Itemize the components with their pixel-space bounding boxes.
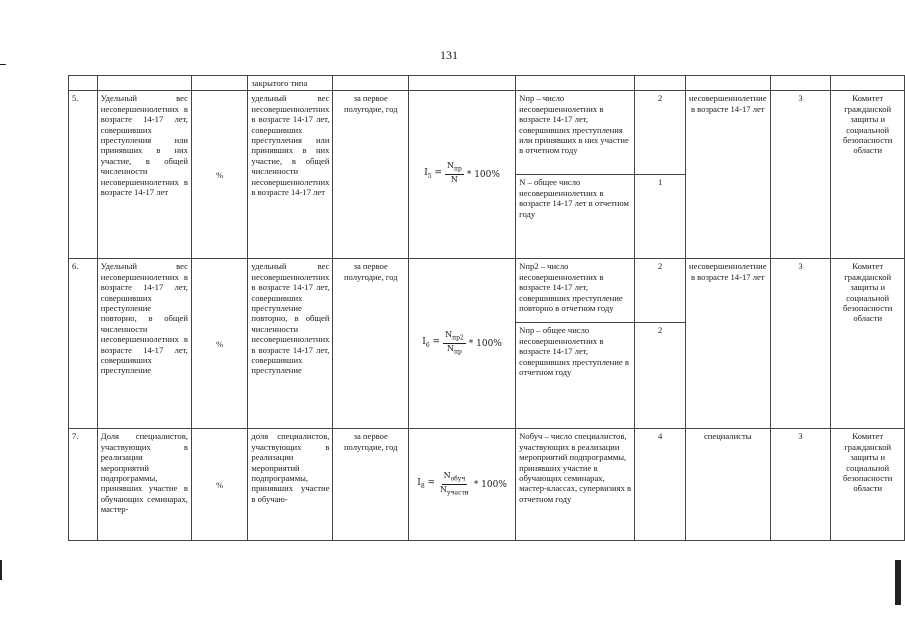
responsible-cell: Комитет гражданской защиты и социальной безопасности области — [831, 259, 905, 429]
responsible-cell: Комитет гражданской защиты и социальной безопасности области — [831, 429, 905, 541]
unit-cell: % — [191, 259, 247, 429]
indicator-name: Удельный вес несовершеннолетних в возрасте 14-17 лет, совершивших преступление повторно, в общей численности несовершеннолетних в возрасте 14-17 лет, совершивших преступление — [97, 259, 191, 429]
table-row — [69, 91, 905, 175]
variable-description: Nпр – общее число несовершеннолетних в возрасте 14-17 лет, совершивших преступление в отчетном году — [516, 323, 635, 429]
code-cell: 3 — [770, 259, 831, 429]
formula: $I_6$ = $\frac{N_{пр2}}{N_{пр}}$ * 100% — [422, 329, 502, 356]
row-number: 7. — [69, 429, 98, 541]
period-cell: за первое полугодие, год — [333, 259, 409, 429]
period-cell: за первое полугодие, год — [333, 91, 409, 259]
observation-unit: специалисты — [685, 429, 770, 541]
type-cell: закрытого типа — [248, 76, 333, 91]
observation-unit: несовершеннолетние в возрасте 14-17 лет — [685, 91, 770, 259]
period-cell: за первое полугодие, год — [333, 429, 409, 541]
scan-edge-mark-right — [895, 560, 901, 605]
indicator-table — [68, 75, 905, 541]
table-row — [69, 76, 905, 91]
scan-edge-mark-left-bottom — [0, 560, 2, 580]
code-cell: 3 — [770, 429, 831, 541]
indicator-name: Доля специалистов, участвующих в реализации мероприятий подпрограммы, принявших участие в обучающих семинарах, мастер- — [97, 429, 191, 541]
observation-unit: несовершеннолетние в возрасте 14-17 лет — [685, 259, 770, 429]
variable-code: 4 — [635, 429, 686, 541]
indicator-name: Удельный вес несовершеннолетних в возрасте 14-17 лет, совершивших преступления или принявших в них участие, в общей численности несовершеннолетних в возрасте 14-17 лет — [97, 91, 191, 259]
variable-code: 2 — [635, 323, 686, 429]
formula: $I_8$ = $\frac{N_{обуч}}{N_{участн}}$ * 100% — [417, 470, 507, 497]
formula-cell — [409, 429, 516, 541]
unit-cell: % — [191, 429, 247, 541]
variable-description: Nобуч – число специалистов, участвующих в реализации мероприятий подпрограммы, принявших участие в обучающих семинарах, мастер-классах, супервизиях в отчетном году — [516, 429, 635, 541]
table-row — [69, 259, 905, 323]
variable-code: 2 — [635, 259, 686, 323]
definition-cell: доля специалистов, участвующих в реализации мероприятий подпрограммы, принявших участие в обучаю- — [248, 429, 333, 541]
row-number: 5. — [69, 91, 98, 259]
formula: $I_5$ = $\frac{N_{пр}}{N}$ * 100% — [424, 160, 500, 185]
formula-cell — [409, 259, 516, 429]
variable-code: 2 — [635, 91, 686, 175]
unit-cell: % — [191, 91, 247, 259]
responsible-cell: Комитет гражданской защиты и социальной безопасности области — [831, 91, 905, 259]
code-cell: 3 — [770, 91, 831, 259]
row-number: 6. — [69, 259, 98, 429]
page-number: 131 — [440, 48, 458, 62]
definition-cell: удельный вес несовершеннолетних в возрасте 14-17 лет, совершивших преступление повторно, в общей численности несовершеннолетних в возрасте 14-17 лет, совершивших преступление — [248, 259, 333, 429]
table-row — [69, 429, 905, 541]
variable-description: Nпр – число несовершеннолетних в возрасте 14-17 лет, совершивших преступления или принявших в них участие в отчетном году — [516, 91, 635, 175]
scan-edge-mark-left — [0, 64, 6, 65]
variable-description: N – общее число несовершеннолетних в возрасте 14-17 лет в отчетном году — [516, 175, 635, 259]
variable-code: 1 — [635, 175, 686, 259]
formula-cell — [409, 91, 516, 259]
definition-cell: удельный вес несовершеннолетних в возрасте 14-17 лет, совершивших преступления или принявших в них участие, в общей численности несовершеннолетних в возрасте 14-17 лет — [248, 91, 333, 259]
variable-description: Nпр2 – число несовершеннолетних в возрасте 14-17 лет, совершивших преступление повторно в отчетном году — [516, 259, 635, 323]
